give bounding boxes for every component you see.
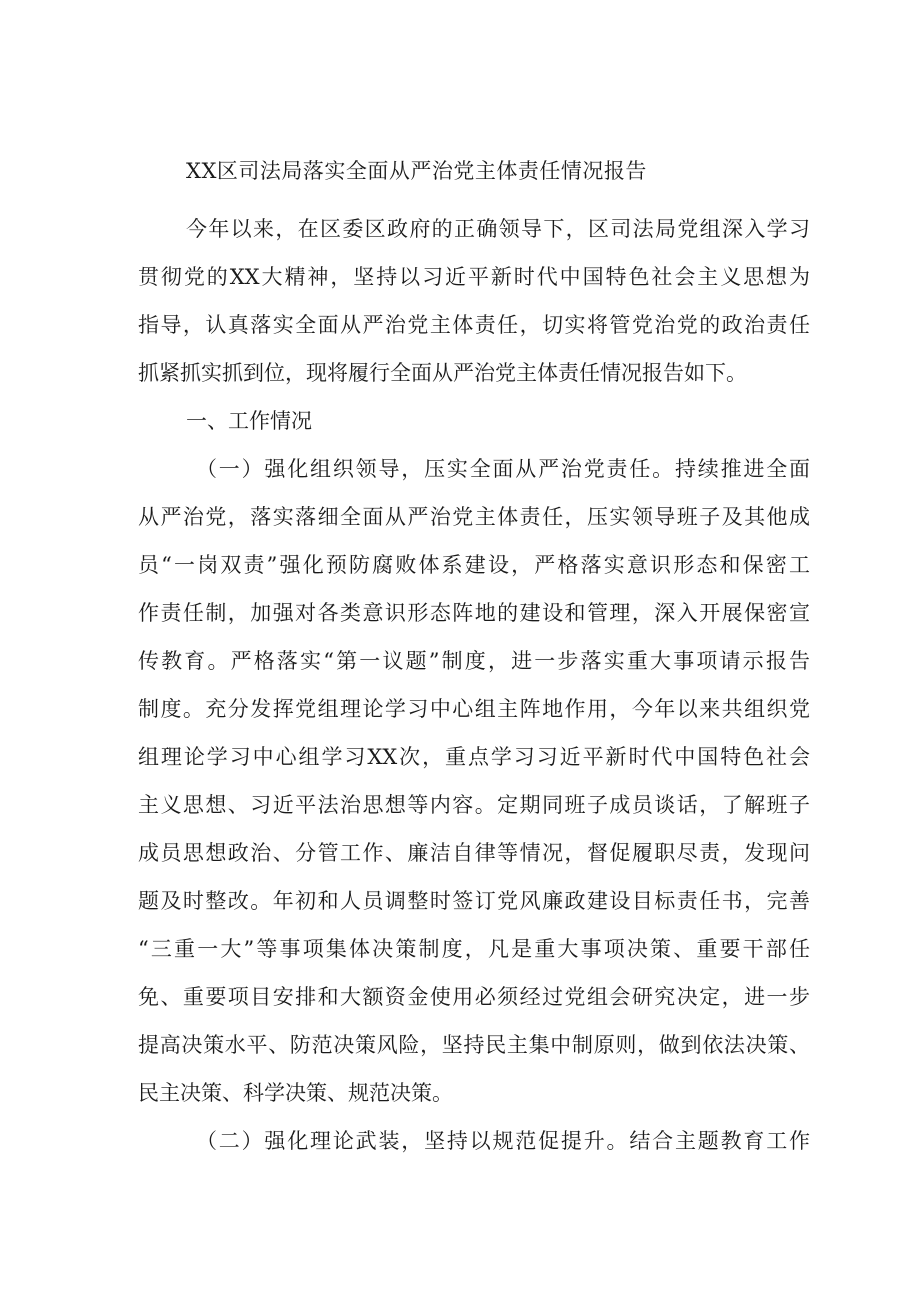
paragraph-line: 今年以来，在区委区政府的正确领导下，区司法局党组深入学习	[186, 217, 810, 241]
paragraph-line: 主义思想、习近平法治思想等内容。定期同班子成员谈话，了解班子	[138, 793, 810, 817]
paragraph-line: 成员思想政治、分管工作、廉洁自律等情况，督促履职尽责，发现问	[138, 841, 810, 865]
paragraph-line: 传教育。严格落实“第一议题”制度，进一步落实重大事项请示报告	[138, 649, 810, 673]
paragraph-line: 题及时整改。年初和人员调整时签订党风廉政建设目标责任书，完善	[138, 889, 810, 913]
section-heading: 一、工作情况	[186, 409, 312, 433]
paragraph-line: 作责任制，加强对各类意识形态阵地的建设和管理，深入开展保密宣	[138, 601, 810, 625]
paragraph-line: 抓紧抓实抓到位，现将履行全面从严治党主体责任情况报告如下。	[138, 361, 747, 385]
paragraph-line: 员“一岗双责”强化预防腐败体系建设，严格落实意识形态和保密工	[138, 553, 810, 577]
paragraph-line: “三重一大”等事项集体决策制度，凡是重大事项决策、重要干部任	[138, 937, 810, 961]
paragraph-line: 组理论学习中心组学习XX次，重点学习习近平新时代中国特色社会	[138, 745, 810, 769]
paragraph-line: 贯彻党的XX大精神，坚持以习近平新时代中国特色社会主义思想为	[138, 265, 810, 289]
paragraph-line: 从严治党，落实落细全面从严治党主体责任，压实领导班子及其他成	[138, 505, 810, 529]
paragraph-line: 免、重要项目安排和大额资金使用必须经过党组会研究决定，进一步	[138, 985, 810, 1009]
paragraph-line: 民主决策、科学决策、规范决策。	[138, 1081, 453, 1105]
subsection-line: （二）强化理论武装，坚持以规范促提升。结合主题教育工作	[196, 1129, 810, 1153]
paragraph-line: 制度。充分发挥党组理论学习中心组主阵地作用，今年以来共组织党	[138, 697, 810, 721]
paragraph-line: 提高决策水平、防范决策风险，坚持民主集中制原则，做到依法决策、	[138, 1033, 810, 1057]
paragraph-line: 指导，认真落实全面从严治党主体责任，切实将管党治党的政治责任	[138, 313, 810, 337]
document-title: XX区司法局落实全面从严治党主体责任情况报告	[186, 159, 647, 183]
subsection-line: （一）强化组织领导，压实全面从严治党责任。持续推进全面	[196, 457, 810, 481]
